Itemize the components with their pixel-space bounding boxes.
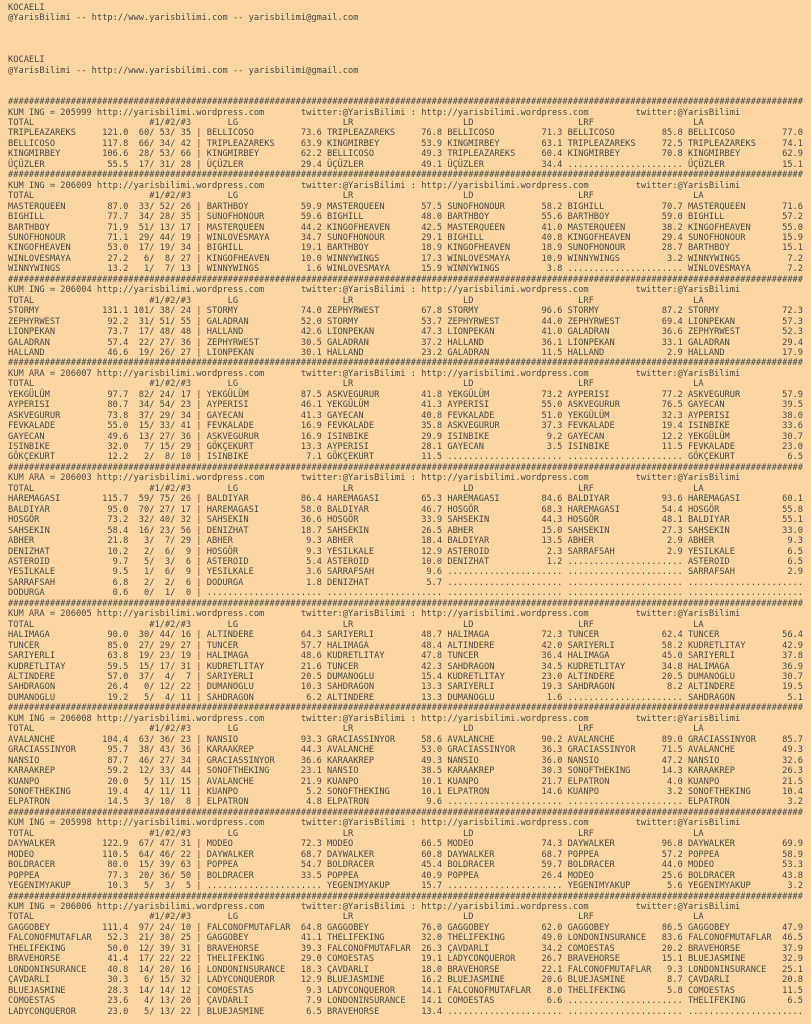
stat-row: BIGHILL 77.7 34/ 28/ 35 | SUNOFHONOUR 59.6 BIGHILL 48.0 BARTHBOY 55.6 BARTHBOY 59.0 BIGHILL 57.2 xyxy=(8,212,804,223)
hash-divider: ######################################################################################################################################################## xyxy=(8,891,804,902)
stat-row: LADYCONQUEROR 23.0 5/ 13/ 22 | BLUEJASMINE 6.5 BRAVEHORSE 13.4 ...................... ...................... ...................... xyxy=(8,1006,804,1017)
column-header-row: TOTAL #1/#2/#3 LG LR LD LRF LA xyxy=(8,828,704,839)
block-header: KUM ARA = 206003 http://yarisbilimi.wordpress.com twitter:@YarisBilimi : http://yarisbilimi.wordpress.com twitter:@YarisBilimi xyxy=(8,473,741,484)
stat-row: GAGGOBEY 111.4 97/ 24/ 10 | FALCONOFMUTAFLAR 64.8 GAGGOBEY 76.0 GAGGOBEY 62.0 GAGGOBEY 86.5 GAGGOBEY 47.9 xyxy=(8,922,804,933)
stat-row: MASTERQUEEN 87.0 33/ 52/ 26 | BARTHBOY 59.9 MASTERQUEEN 57.5 SUNOFHONOUR 58.2 BIGHILL 70.7 MASTERQUEEN 71.6 xyxy=(8,201,804,212)
stat-row: SUNOFHONOUR 71.1 29/ 44/ 19 | WINLOVESMAYA 34.7 SUNOFHONOUR 29.1 BIGHILL 40.8 KINGOFHEAVEN 29.4 SUNOFHONOUR 15.9 xyxy=(8,232,804,243)
race-block-205999 xyxy=(8,97,811,170)
race-block-206009 xyxy=(8,170,811,275)
stat-row: SARRAFSAH 6.8 2/ 2/ 6 | DODURGA 1.8 DENIZHAT 5.7 ...................... ...................... ...................... xyxy=(8,577,804,588)
stat-row: NANSIO 87.7 46/ 27/ 34 | GRACIASSINYOR 36.6 KARAAKREP 49.3 NANSIO 36.0 NANSIO 47.2 NANSIO 32.6 xyxy=(8,755,804,766)
hash-divider: ######################################################################################################################################################## xyxy=(8,274,804,285)
location-title: KOCAELI xyxy=(8,3,45,13)
stat-row: BALDIYAR 95.0 70/ 27/ 17 | HAREMAGASI 58.0 BALDIYAR 46.7 HOSGÖR 68.3 HAREMAGASI 54.4 HOSGÖR 55.8 xyxy=(8,504,804,515)
race-stat-blocks xyxy=(8,97,811,1017)
stat-row: BOLDRACER 80.0 15/ 39/ 63 | POPPEA 54.7 BOLDRACER 45.4 BOLDRACER 59.7 BOLDRACER 44.0 MODEO 53.3 xyxy=(8,860,804,871)
column-header-row: TOTAL #1/#2/#3 LG LR LD LRF LA xyxy=(8,191,704,202)
hash-divider: ######################################################################################################################################################## xyxy=(8,170,804,181)
stat-row: THELIFEKING 50.0 12/ 39/ 31 | BRAVEHORSE 39.3 FALCONOFMUTAFLAR 26.3 ÇAVDARLI 34.2 COMOESTAS 20.2 BRAVEHORSE 37.9 xyxy=(8,943,804,954)
hash-divider: ######################################################################################################################################################## xyxy=(8,703,804,714)
stat-row: SAHSEKIN 58.4 16/ 23/ 56 | DENIZHAT 18.7 SAHSEKIN 26.5 ABHER 15.0 SAHSEKIN 27.3 SAHSEKIN 33.0 xyxy=(8,525,804,536)
stat-row: ÇAVDARLI 30.3 6/ 15/ 32 | LADYCONQUEROR 12.9 BLUEJASMINE 16.2 BLUEJASMINE 20.6 BLUEJASMINE 8.7 ÇAVDARLI 20.8 xyxy=(8,975,804,986)
stat-row: WINLOVESMAYA 27.2 6/ 8/ 27 | KINGOFHEAVEN 10.0 WINNYWINGS 17.3 WINLOVESMAYA 10.9 WINNYWINGS 3.2 WINNYWINGS 7.2 xyxy=(8,253,804,264)
race-block-206003 xyxy=(8,463,811,599)
stat-row: GALADRAN 57.4 22/ 27/ 36 | ZEPHYRWEST 30.5 GALADRAN 37.2 HALLAND 36.1 LIONPEKAN 33.1 GALADRAN 29.4 xyxy=(8,337,804,348)
stat-row: COMOESTAS 23.6 4/ 13/ 20 | ÇAVDARLI 7.9 LONDONINSURANCE 14.1 COMOESTAS 6.6 ...................... THELIFEKING 6.5 xyxy=(8,996,804,1007)
hash-divider: ######################################################################################################################################################## xyxy=(8,97,804,108)
block-header: KUM ING = 205999 http://yarisbilimi.wordpress.com twitter:@YarisBilimi : http://yarisbilimi.wordpress.com twitter:@YarisBilimi xyxy=(8,107,741,118)
stat-row: WINNYWINGS 13.2 1/ 7/ 13 | WINNYWINGS 1.6 WINLOVESMAYA 15.9 WINNYWINGS 3.8 ...................... WINLOVESMAYA 7.2 xyxy=(8,264,804,275)
column-header-row: TOTAL #1/#2/#3 LG LR LD LRF LA xyxy=(8,912,704,923)
block-header: KUM ING = 205998 http://yarisbilimi.wordpress.com twitter:@YarisBilimi : http://yarisbilimi.wordpress.com twitter:@YarisBilimi xyxy=(8,818,741,829)
race-block-205998 xyxy=(8,808,811,892)
stat-row: ALTINDERE 57.0 37/ 4/ 7 | SARIYERLI 20.5 DUMANOGLU 15.4 KUDRETLITAY 23.0 ALTINDERE 20.5 DUMANOGLU 30.7 xyxy=(8,672,804,682)
stat-row: ELPATRON 14.5 3/ 10/ 8 | ELPATRON 4.8 ELPATRON 9.6 ...................... ...................... ELPATRON 3.2 xyxy=(8,797,804,808)
stat-row: YESILKALE 9.5 1/ 6/ 9 | YESILKALE 3.6 SARRAFSAH 9.6 ...................... ...................... SARRAFSAH 2.9 xyxy=(8,567,804,578)
stat-row: SONOFTHEKING 19.4 4/ 11/ 11 | KUANPO 5.2 SONOFTHEKING 10.1 ELPATRON 14.6 KUANPO 3.2 SONOFTHEKING 10.4 xyxy=(8,786,804,797)
stat-row: MODEO 110.5 64/ 46/ 22 | DAYWALKER 68.7 DAYWALKER 60.8 DAYWALKER 68.7 POPPEA 57.2 POPPEA 58.9 xyxy=(8,849,804,860)
location-title-repeat: KOCAELI xyxy=(8,55,45,66)
hash-divider: ######################################################################################################################################################## xyxy=(8,462,804,473)
stat-row: LONDONINSURANCE 40.8 14/ 20/ 16 | LONDONINSURANCE 18.3 ÇAVDARLI 18.0 BRAVEHORSE 22.1 FALCONOFMUTAFLAR 9.3 LONDONINSURANCE 25.1 xyxy=(8,964,804,975)
race-block-206008 xyxy=(8,703,811,808)
stat-row: ÜÇÜZLER 55.5 17/ 31/ 28 | ÜÇÜZLER 29.4 ÜÇÜZLER 49.1 ÜÇÜZLER 34.4 ...................... ÜÇÜZLER 15.1 xyxy=(8,159,804,170)
stat-row: STORMY 131.1 101/ 38/ 24 | STORMY 74.0 ZEPHYRWEST 67.8 STORMY 96.6 STORMY 87.2 STORMY 72.3 xyxy=(8,306,804,317)
blank-line xyxy=(8,34,811,44)
stat-row: KINGOFHEAVEN 53.0 17/ 19/ 34 | BIGHILL 19.1 BARTHBOY 18.9 KINGOFHEAVEN 18.9 SUNOFHONOUR 28.7 BARTHBOY 15.1 xyxy=(8,243,804,254)
stat-row: AYPERISI 80.7 34/ 54/ 23 | AYPERISI 46.1 YEKGÜLÜM 41.3 AYPERISI 55.0 ASKVEGURUR 76.5 GAYECAN 39.5 xyxy=(8,400,804,411)
stat-row: GAYECAN 49.6 13/ 27/ 36 | ASKVEGURUR 16.9 ISINBIKE 29.9 ISINBIKE 9.2 GAYECAN 12.2 YEKGÜLÜM 30.7 xyxy=(8,431,804,442)
block-header: KUM ARA = 206005 http://yarisbilimi.wordpress.com twitter:@YarisBilimi : http://yarisbilimi.wordpress.com twitter:@YarisBilimi xyxy=(8,609,741,620)
stat-row: GÖKÇEKURT 12.2 2/ 8/ 10 | ISINBIKE 7.1 GÖKÇEKURT 11.5 ...................... ...................... GÖKÇEKURT 6.5 xyxy=(8,452,804,463)
stat-row: SAHDRAGON 26.4 0/ 12/ 22 | DUMANOGLU 10.3 SAHDRAGON 13.3 SARIYERLI 19.3 SAHDRAGON 8.2 ALTINDERE 19.5 xyxy=(8,682,804,693)
stat-row: FEVKALADE 55.0 15/ 33/ 41 | FEVKALADE 16.9 FEVKALADE 35.8 ASKVEGURUR 37.3 FEVKALADE 19.4 ISINBIKE 33.6 xyxy=(8,421,804,432)
blank-line xyxy=(8,87,811,97)
stat-row: TUNCER 85.0 27/ 29/ 27 | TUNCER 57.7 HALIMAGA 48.4 ALTINDERE 42.0 SARIYERLI 58.2 KUDRETLITAY 42.9 xyxy=(8,640,804,651)
stat-row: YEKGÜLÜM 97.7 82/ 24/ 17 | YEKGÜLÜM 87.5 ASKVEGURUR 41.8 YEKGÜLÜM 73.2 AYPERISI 77.2 ASKVEGURUR 57.9 xyxy=(8,389,804,400)
blank-line xyxy=(8,24,811,34)
block-header: KUM ING = 206009 http://yarisbilimi.wordpress.com twitter:@YarisBilimi : http://yarisbilimi.wordpress.com twitter:@YarisBilimi xyxy=(8,180,741,191)
byline: @YarisBilimi -- http://www.yarisbilimi.com -- yarisbilimi@gmail.com xyxy=(8,13,359,24)
byline-repeat: @YarisBilimi -- http://www.yarisbilimi.com -- yarisbilimi@gmail.com xyxy=(8,65,359,76)
stat-row: DAYWALKER 122.9 67/ 47/ 31 | MODEO 72.3 MODEO 66.5 MODEO 74.3 DAYWALKER 96.8 DAYWALKER 69.9 xyxy=(8,839,804,850)
stat-row: POPPEA 77.3 20/ 36/ 50 | BOLDRACER 33.5 POPPEA 40.9 POPPEA 26.4 MODEO 25.6 BOLDRACER 43.8 xyxy=(8,870,804,881)
stat-row: HOSGÖR 73.2 32/ 40/ 32 | SAHSEKIN 36.6 HOSGÖR 33.9 SAHSEKIN 44.3 HOSGÖR 48.1 BALDIYAR 55.1 xyxy=(8,515,804,526)
stat-row: ISINBIKE 32.0 7/ 15/ 29 | GÖKÇEKURT 13.3 AYPERISI 28.1 GAYECAN 3.5 ISINBIKE 11.5 FEVKALADE 23.0 xyxy=(8,442,804,453)
column-header-row: TOTAL #1/#2/#3 LG LR LD LRF LA xyxy=(8,483,704,494)
hash-divider: ######################################################################################################################################################## xyxy=(8,358,804,369)
stat-row: ZEPHYRWEST 92.2 31/ 51/ 55 | GALADRAN 52.0 STORMY 53.7 ZEPHYRWEST 44.0 ZEPHYRWEST 69.4 LIONPEKAN 57.3 xyxy=(8,316,804,327)
block-header: KUM ING = 206008 http://yarisbilimi.wordpress.com twitter:@YarisBilimi : http://yarisbilimi.wordpress.com twitter:@YarisBilimi xyxy=(8,713,741,724)
hash-divider: ######################################################################################################################################################## xyxy=(8,598,804,609)
column-header-row: TOTAL #1/#2/#3 LG LR LD LRF LA xyxy=(8,619,704,630)
stat-row: HAREMAGASI 115.7 59/ 75/ 26 | BALDIYAR 86.4 HAREMAGASI 65.3 HAREMAGASI 84.6 BALDIYAR 93.6 HAREMAGASI 60.1 xyxy=(8,494,804,505)
blank-line xyxy=(8,76,811,86)
block-header: KUM ING = 206004 http://yarisbilimi.wordpress.com twitter:@YarisBilimi : http://yarisbilimi.wordpress.com twitter:@YarisBilimi xyxy=(8,285,741,296)
stat-row: DODURGA 0.6 0/ 1/ 0 | ...................... ...................... ...................... ...................... ...................... xyxy=(8,588,804,599)
stat-row: ABHER 21.8 3/ 7/ 29 | ABHER 9.3 ABHER 18.4 BALDIYAR 13.5 ABHER 2.9 ABHER 9.3 xyxy=(8,536,804,547)
stat-row: HALIMAGA 90.0 30/ 44/ 16 | ALTINDERE 64.3 SARIYERLI 48.7 HALIMAGA 72.3 TUNCER 62.4 TUNCER 56.4 xyxy=(8,630,804,641)
block-header: KUM ING = 206006 http://yarisbilimi.wordpress.com twitter:@YarisBilimi : http://yarisbilimi.wordpress.com twitter:@YarisBilimi xyxy=(8,901,741,912)
stat-row: TRIPLEAZAREKS 121.0 60/ 53/ 35 | BELLICOSO 73.6 TRIPLEAZAREKS 76.8 BELLICOSO 71.3 BELLICOSO 85.8 BELLICOSO 77.0 xyxy=(8,128,804,139)
stat-row: GRACIASSINYOR 95.7 38/ 43/ 36 | KARAAKREP 44.3 AVALANCHE 53.0 GRACIASSINYOR 36.3 GRACIASSINYOR 71.5 AVALANCHE 49.3 xyxy=(8,745,804,756)
stat-row: KINGMIRBEY 106.6 28/ 53/ 66 | KINGMIRBEY 62.2 BELLICOSO 49.3 TRIPLEAZAREKS 60.4 KINGMIRBEY 70.8 KINGMIRBEY 62.9 xyxy=(8,149,804,160)
block-header: KUM ARA = 206007 http://yarisbilimi.wordpress.com twitter:@YarisBilimi : http://yarisbilimi.wordpress.com twitter:@YarisBilimi xyxy=(8,368,741,379)
race-block-206005 xyxy=(8,599,811,704)
column-header-row: TOTAL #1/#2/#3 LG LR LD LRF LA xyxy=(8,379,704,390)
stat-row: LIONPEKAN 73.7 17/ 48/ 48 | HALLAND 42.6 LIONPEKAN 47.3 LIONPEKAN 41.0 GALADRAN 36.6 ZEPHYRWEST 52.3 xyxy=(8,327,804,338)
stat-row: DUMANOGLU 19.2 5/ 4/ 11 | SAHDRAGON 6.2 ALTINDERE 13.3 DUMANOGLU 1.6 ...................... SAHDRAGON 5.1 xyxy=(8,692,804,703)
race-block-206007 xyxy=(8,358,811,463)
stat-row: KUANPO 20.0 5/ 11/ 15 | AVALANCHE 21.9 KUANPO 10.1 KUANPO 21.7 ELPATRON 4.0 KUANPO 21.5 xyxy=(8,776,804,787)
stat-row: BLUEJASMINE 28.3 14/ 14/ 12 | COMOESTAS 9.3 LADYCONQUEROR 14.1 FALCONOFMUTAFLAR 8.0 THELIFEKING 5.8 COMOESTAS 11.5 xyxy=(8,985,804,996)
stat-row: BRAVEHORSE 41.4 17/ 22/ 22 | THELIFEKING 29.0 COMOESTAS 19.1 LADYCONQUEROR 26.7 BRAVEHORSE 15.1 BLUEJASMINE 32.9 xyxy=(8,954,804,965)
stat-row: YEGENIMYAKUP 10.3 5/ 3/ 5 | ...................... YEGENIMYAKUP 15.7 ...................... YEGENIMYAKUP 5.6 YEGENIMYAKUP 3.2 xyxy=(8,881,804,892)
stat-row: FALCONOFMUTAFLAR 52.3 21/ 30/ 25 | GAGGOBEY 41.1 THELIFEKING 32.0 THELIFEKING 49.0 LONDONINSURANCE 83.6 FALCONOFMUTAFLAR 46.5 xyxy=(8,933,804,944)
stat-row: BARTHBOY 71.9 51/ 13/ 17 | MASTERQUEEN 44.2 KINGOFHEAVEN 42.5 MASTERQUEEN 41.0 MASTERQUEEN 38.2 KINGOFHEAVEN 55.0 xyxy=(8,222,804,233)
stat-row: AVALANCHE 104.4 63/ 36/ 23 | NANSIO 93.3 GRACIASSINYOR 58.6 AVALANCHE 90.2 AVALANCHE 89.0 GRACIASSINYOR 85.7 xyxy=(8,734,804,745)
stat-row: BELLICOSO 117.8 66/ 34/ 42 | TRIPLEAZAREKS 63.9 KINGMIRBEY 53.9 KINGMIRBEY 63.1 TRIPLEAZAREKS 72.5 TRIPLEAZAREKS 74.1 xyxy=(8,138,804,149)
stat-row: ASKVEGURUR 73.8 37/ 29/ 34 | GAYECAN 41.3 GAYECAN 40.8 FEVKALADE 51.0 YEKGÜLÜM 32.3 AYPERISI 38.0 xyxy=(8,410,804,421)
race-block-206006 xyxy=(8,892,811,1017)
stat-row: SARIYERLI 63.8 19/ 23/ 19 | HALIMAGA 48.6 KUDRETLITAY 47.8 TUNCER 36.4 HALIMAGA 45.0 SARIYERLI 37.8 xyxy=(8,651,804,662)
stat-row: ASTEROID 9.7 5/ 3/ 6 | ASTEROID 5.4 ASTEROID 10.0 DENIZHAT 1.2 ...................... ASTEROID 6.5 xyxy=(8,557,804,568)
blank-line xyxy=(8,45,811,55)
hash-divider: ######################################################################################################################################################## xyxy=(8,807,804,818)
stat-row: KARAAKREP 59.2 12/ 33/ 44 | SONOFTHEKING 23.1 NANSIO 38.5 KARAAKREP 30.3 SONOFTHEKING 14.3 KARAAKREP 26.3 xyxy=(8,766,804,777)
stat-row: KUDRETLITAY 59.5 15/ 17/ 31 | KUDRETLITAY 21.6 TUNCER 42.3 SAHDRAGON 34.5 KUDRETLITAY 34.8 HALIMAGA 36.9 xyxy=(8,661,804,672)
stat-row: HALLAND 46.6 19/ 26/ 27 | LIONPEKAN 30.1 HALLAND 23.2 GALADRAN 11.5 HALLAND 2.9 HALLAND 17.9 xyxy=(8,347,804,358)
race-block-206004 xyxy=(8,275,811,359)
stat-row: DENIZHAT 10.2 2/ 6/ 9 | HOSGÖR 9.3 YESILKALE 12.9 ASTEROID 2.3 SARRAFSAH 2.9 YESILKALE 6.5 xyxy=(8,546,804,557)
column-header-row: TOTAL #1/#2/#3 LG LR LD LRF LA xyxy=(8,117,704,128)
column-header-row: TOTAL #1/#2/#3 LG LR LD LRF LA xyxy=(8,295,704,306)
column-header-row: TOTAL #1/#2/#3 LG LR LD LRF LA xyxy=(8,724,704,735)
